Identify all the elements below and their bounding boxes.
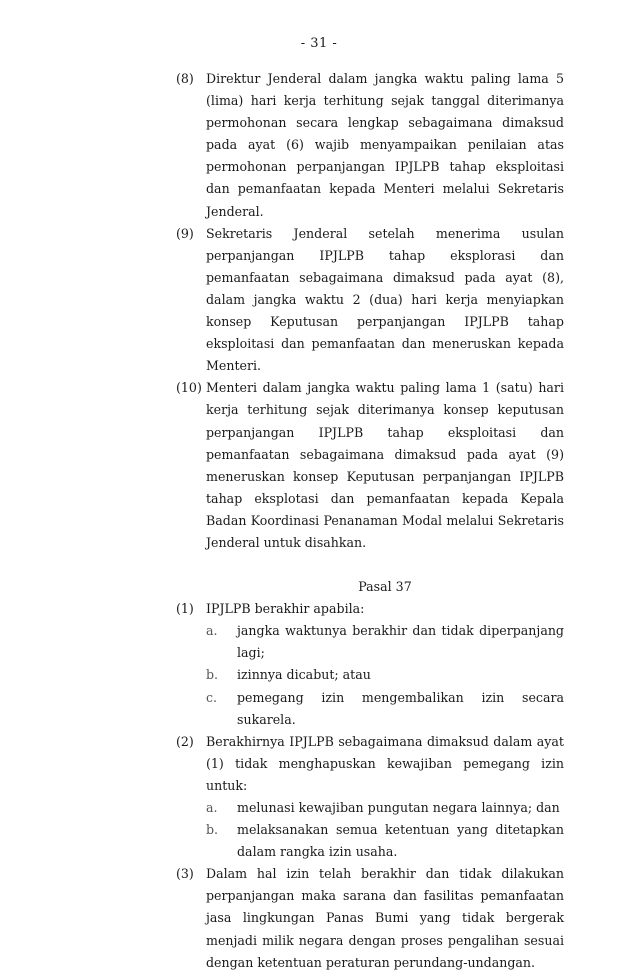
section-heading: Pasal 37 [358,579,412,595]
list-letter: a. [206,800,218,815]
list-letter: a. [206,623,218,639]
page-number: - 31 - [300,36,338,51]
clause-number: (3) [176,866,194,882]
clause-text: Menteri dalam jangka waktu paling lama 1 (satu) hari kerja terhitung sejak diterimanya konsep keputusan perpanjangan IPJLPB tahap eksploitasi dan pemanfaatan sebagaimana dimaksud pada ayat (9) meneruskan konsep Keputusan perpanjangan IPJLPB tahap eksplotasi dan pemanfaatan kepada Kepala Badan Koordinasi Penanaman Modal melalui Sekretaris Jenderal untuk disahkan. [206,380,565,550]
clause-text: Direktur Jenderal dalam jangka waktu paling lama 5 (lima) hari kerja terhitung sejak tanggal diterimanya permohonan secara lengkap sebagaimana dimaksud pada ayat (6) wajib menyampaikan penilaian atas permohonan perpanjangan IPJLPB tahap eksploitasi dan pemanfaatan kepada Menteri melalui Sekretaris Jenderal. [206,71,564,219]
list-item [206,797,564,819]
clause-10 [176,377,564,554]
clause-1 [176,598,564,731]
clause-text: Sekretaris Jenderal setelah menerima usulan perpanjangan IPJLPB tahap eksplorasi dan pemanfaatan sebagaimana dimaksud pada ayat (8), dalam jangka waktu 2 (dua) hari kerja menyiapkan konsep Keputusan perpanjangan IPJLPB tahap eksploitasi dan pemanfaatan dan meneruskan kepada Menteri. [206,225,565,374]
clause-number: (1) [176,601,194,617]
clause-text: IPJLPB berakhir apabila: a. jangka waktunya berakhir dan tidak diperpanjang lagi; b. izinnya dicabut; atau c. pemegang izin mengembalikan izin secara sukarela. [206,598,564,731]
clause-number: (10) [176,380,202,396]
clause-number: (8) [176,71,194,86]
list-item-text: izinnya dicabut; atau [237,667,371,683]
list-item-text: pemegang izin mengembalikan izin secara sukarela. [237,689,564,727]
clause-8 [176,68,564,223]
list-item-text: melunasi kewajiban pungutan negara lainnya; dan [237,800,560,815]
clause-number: (9) [176,225,194,241]
clause-2 [176,731,564,864]
list-item [206,664,564,686]
list-item [206,819,564,863]
document-body [176,68,564,974]
list-item [206,620,564,664]
clause-9 [176,223,564,378]
clause-3 [176,863,564,973]
list-item-text: melaksanakan semua ketentuan yang ditetapkan dalam rangka izin usaha. [237,822,564,860]
list-letter: b. [206,667,219,683]
clause-number: (2) [176,733,194,749]
list-item [206,687,564,731]
list-item-text: jangka waktunya berakhir dan tidak diperpanjang lagi; [237,623,564,661]
clause-text: Dalam hal izin telah berakhir dan tidak dilakukan perpanjangan maka sarana dan fasilitas pemanfaatan jasa lingkungan Panas Bumi yang tidak bergerak menjadi milik negara dengan proses pengalihan sesuai dengan ketentuan peraturan perundang-undangan. [206,866,564,970]
clause-text: Berakhirnya IPJLPB sebagaimana dimaksud dalam ayat (1) tidak menghapuskan kewajiban pemegang izin untuk: a. melunasi kewajiban pungutan negara lainnya; dan b. melaksanakan semua ketentuan yang ditetapkan dalam rangka izin usaha. [206,731,564,864]
list-letter: c. [206,689,218,705]
list-letter: b. [206,822,219,838]
